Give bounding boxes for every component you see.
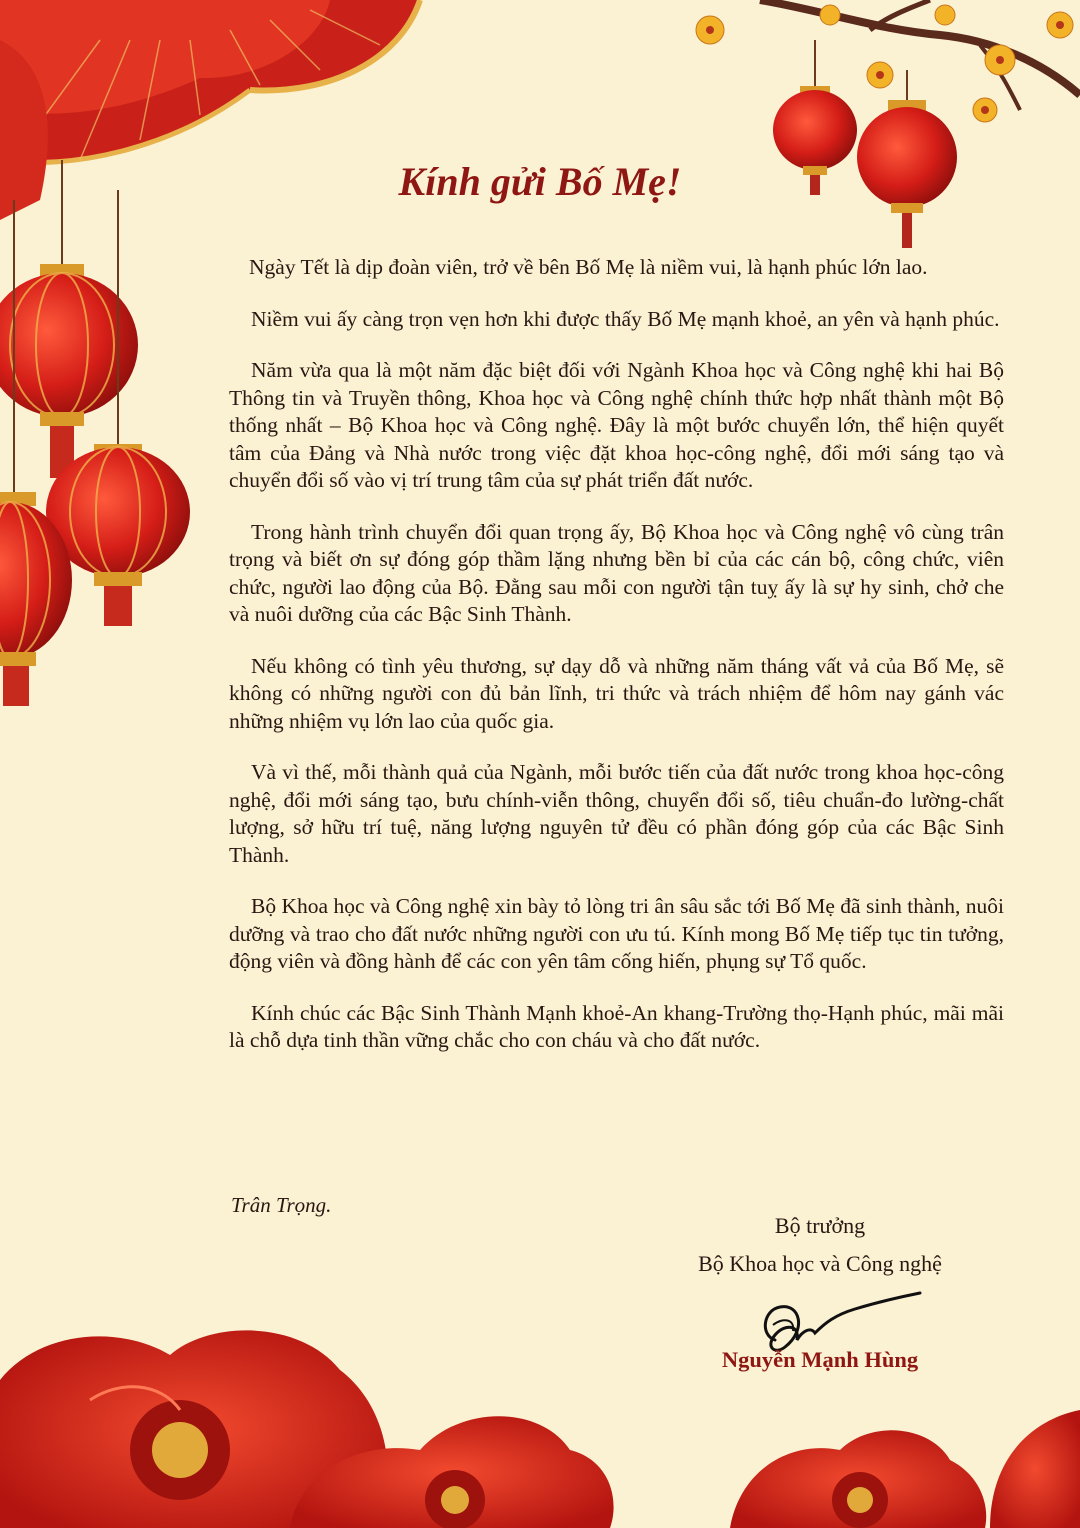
letter-body <box>229 254 1004 1079</box>
closing-salutation: Trân Trọng. <box>231 1193 332 1217</box>
signer-role: Bộ trưởng <box>774 1213 866 1238</box>
paragraph: Ngày Tết là dịp đoàn viên, trở về bên Bố Mẹ là niềm vui, là hạnh phúc lớn lao. <box>249 255 928 279</box>
signer-name: Nguyễn Mạnh Hùng <box>721 1347 919 1372</box>
paragraph: Năm vừa qua là một năm đặc biệt đối với Ngành Khoa học và Công nghệ khi hai Bộ Thông tin và Truyền thông, Khoa học và Công nghệ chính thức hợp nhất thành một Bộ thống nhất – Bộ Khoa học và Công nghệ. Đây là một bước chuyển lớn, thể hiện quyết tâm của Đảng và Nhà nước trong việc đặt khoa học-công nghệ, đổi mới sáng tạo và chuyển đổi số vào vị trí trung tâm của sự phát triển đất nước. <box>229 358 1004 492</box>
paragraph: Kính chúc các Bậc Sinh Thành Mạnh khoẻ-An khang-Trường thọ-Hạnh phúc, mãi mãi là chỗ dựa tinh thần vững chắc cho con cháu và cho đất nước. <box>229 1000 1004 1052</box>
paragraph: Trong hành trình chuyển đổi quan trọng ấy, Bộ Khoa học và Công nghệ vô cùng trân trọng và biết ơn sự đóng góp thầm lặng nhưng bền bỉ của các cán bộ, công chức, viên chức, người lao động của Bộ. Đằng sau mỗi con người tận tuỵ ấy là sự hy sinh, chở che và nuôi dưỡng của các Bậc Sinh Thành. <box>229 519 1004 626</box>
signer-organization: Bộ Khoa học và Công nghệ <box>698 1251 942 1276</box>
paragraph: Bộ Khoa học và Công nghệ xin bày tỏ lòng tri ân sâu sắc tới Bố Mẹ đã sinh thành, nuôi dưỡng và trao cho đất nước những người con ưu tú. Kính mong Bố Mẹ tiếp tục tin tưởng, động viên và đồng hành để các con yên tâm cống hiến, phụng sự Tổ quốc. <box>229 894 1004 973</box>
signer-block <box>640 1207 1000 1283</box>
letter-title: Kính gửi Bố Mẹ! <box>398 159 682 204</box>
paragraph: Niềm vui ấy càng trọn vẹn hơn khi được thấy Bố Mẹ mạnh khoẻ, an yên và hạnh phúc. <box>251 306 1000 331</box>
paragraph: Nếu không có tình yêu thương, sự dạy dỗ và những năm tháng vất vả của Bố Mẹ, sẽ không có những người con đủ bản lĩnh, tri thức và trách nhiệm để hôm nay gánh vác những nhiệm vụ lớn lao của quốc gia. <box>229 653 1004 733</box>
paragraph: Và vì thế, mỗi thành quả của Ngành, mỗi bước tiến của đất nước trong khoa học-công nghệ, đổi mới sáng tạo, bưu chính-viễn thông, chuyển đổi số, tiêu chuẩn-đo lường-chất lượng, sở hữu trí tuệ, năng lượng nguyên tử đều có phần đóng góp của các Bậc Sinh Thành. <box>229 760 1004 867</box>
